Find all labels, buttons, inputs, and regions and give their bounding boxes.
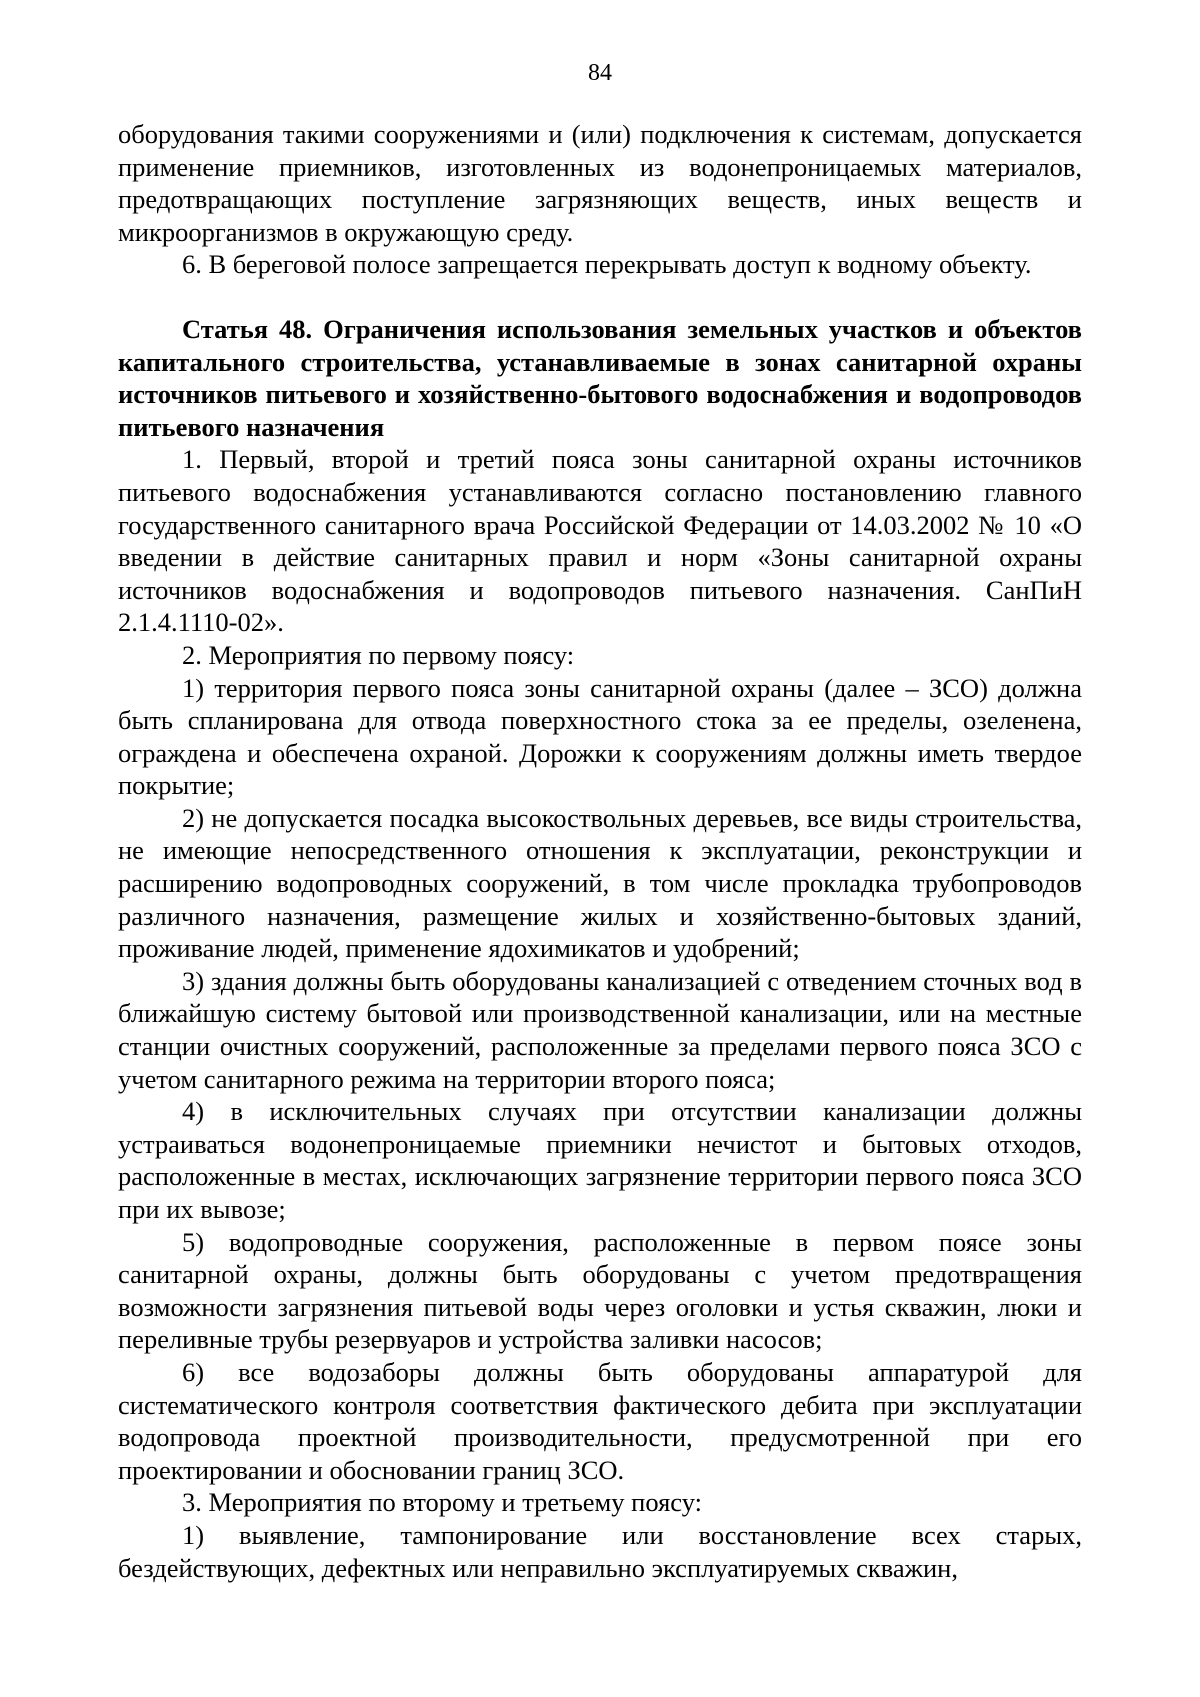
section-2-item-2: 2) не допускается посадка высокоствольных деревьев, все виды строительства, не имеющие непосредственного отношения к эксплуатации, реконструкции и расширению водопроводных сооружений, в том числе прокладка трубопроводов различного назначения, размещение жилых и хозяйственно-бытовых зданий, проживание людей, применение ядохимикатов и удобрений; [118,802,1082,964]
section-2-item-5: 5) водопроводные сооружения, расположенные в первом поясе зоны санитарной охраны, должны быть оборудованы с учетом предотвращения возможности загрязнения питьевой воды через оголовки и устья скважин, люки и переливные трубы резервуаров и устройства заливки насосов; [118,1226,1082,1355]
section-2: 2. Мероприятия по первому поясу: [182,639,575,670]
section-1: 1. Первый, второй и третий пояса зоны санитарной охраны источников питьевого водоснабжения устанавливаются согласно постановлению главного государственного санитарного врача Российской Федерации от 14.03.2002 № 10 «О введении в действие санитарных правил и норм «Зоны санитарной охраны источников водоснабжения и водопроводов питьевого назначения. СанПиН 2.1.4.1110-02». [118,444,1082,638]
section-3-item-1: 1) выявление, тампонирование или восстановление всех старых, бездействующих, дефектных или неправильно эксплуатируемых скважин, [118,1519,1082,1583]
section-2-item-3: 3) здания должны быть оборудованы канализацией с отведением сточных вод в ближайшую систему бытовой или производственной канализации, или на местные станции очистных сооружений, расположенные за пределами первого пояса ЗСО с учетом санитарного режима на территории второго пояса; [118,965,1082,1094]
section-2-item-6: 6) все водозаборы должны быть оборудованы аппаратурой для систематического контроля соответствия фактического дебита при эксплуатации водопровода проектной производительности, предусмотренной при его проектировании и обосновании границ ЗСО. [118,1356,1082,1485]
section-2-item-1: 1) территория первого пояса зоны санитарной охраны (далее – ЗСО) должна быть спланирована для отвода поверхностного стока за ее пределы, озеленена, ограждена и обеспечена охраной. Дорожки к сооружениям должны иметь твердое покрытие; [118,672,1082,801]
page-number: 84 [588,60,612,86]
paragraph-continued: оборудования такими сооружениями и (или) подключения к системам, допускается применение приемников, изготовленных из водонепроницаемых материалов, предотвращающих поступление загрязняющих веществ, иных веществ и микроорганизмов в окружающую среду. [118,119,1082,247]
section-2-item-4: 4) в исключительных случаях при отсутствии канализации должны устраиваться водонепроницаемые приемники нечистот и бытовых отходов, расположенные в местах, исключающих загрязнение территории первого пояса ЗСО при их вывозе; [118,1096,1082,1224]
section-3: 3. Мероприятия по второму и третьему поясу: [182,1487,702,1518]
article-48-title: Статья 48. Ограничения использования земельных участков и объектов капитального строительства, устанавливаемые в зонах санитарной охраны источников питьевого и хозяйственно-бытового водоснабжения и водопроводов питьевого назначения [118,313,1082,442]
paragraph-6: 6. В береговой полосе запрещается перекрывать доступ к водному объекту. [182,249,1032,280]
document-body [118,118,1082,1584]
